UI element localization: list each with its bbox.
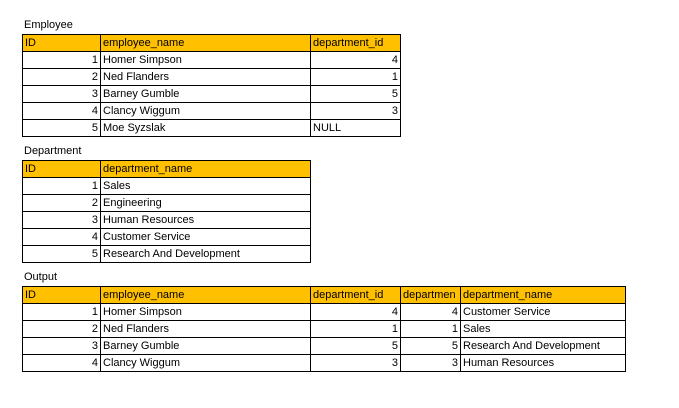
table-cell[interactable]: 5: [23, 246, 101, 263]
table-cell[interactable]: Clancy Wiggum: [101, 103, 311, 120]
table-cell[interactable]: 4: [311, 304, 401, 321]
table-cell[interactable]: Clancy Wiggum: [101, 355, 311, 372]
table-cell[interactable]: Barney Gumble: [101, 338, 311, 355]
table-cell[interactable]: 5: [401, 338, 461, 355]
table-cell[interactable]: Ned Flanders: [101, 69, 311, 86]
table-header-row: [23, 161, 311, 178]
table-row: [23, 246, 311, 263]
table-cell[interactable]: 5: [311, 86, 401, 103]
header-cell[interactable]: ID: [23, 287, 101, 304]
table-cell[interactable]: Homer Simpson: [101, 52, 311, 69]
table-cell[interactable]: 4: [23, 103, 101, 120]
output-table-title: Output: [24, 271, 58, 283]
table-row: [23, 229, 311, 246]
table-cell[interactable]: Barney Gumble: [101, 86, 311, 103]
header-cell[interactable]: ID: [23, 161, 101, 178]
table-cell[interactable]: 3: [23, 212, 101, 229]
table-cell[interactable]: Customer Service: [101, 229, 311, 246]
table-row: [23, 304, 626, 321]
table-cell[interactable]: 3: [401, 355, 461, 372]
table-cell[interactable]: 4: [311, 52, 401, 69]
table-cell[interactable]: 1: [23, 178, 101, 195]
table-cell[interactable]: Ned Flanders: [101, 321, 311, 338]
header-cell[interactable]: department_id: [311, 35, 401, 52]
table-cell[interactable]: Homer Simpson: [101, 304, 311, 321]
table-cell[interactable]: 1: [23, 52, 101, 69]
table-cell[interactable]: Sales: [101, 178, 311, 195]
header-cell[interactable]: department_name: [101, 161, 311, 178]
table-cell[interactable]: Customer Service: [461, 304, 626, 321]
table-header-row: [23, 35, 401, 52]
table-cell[interactable]: Human Resources: [101, 212, 311, 229]
table-cell[interactable]: Human Resources: [461, 355, 626, 372]
table-cell[interactable]: Sales: [461, 321, 626, 338]
table-cell[interactable]: Engineering: [101, 195, 311, 212]
table-cell[interactable]: 1: [311, 69, 401, 86]
table-row: [23, 86, 401, 103]
table-cell[interactable]: 5: [23, 120, 101, 137]
header-cell[interactable]: employee_name: [101, 287, 311, 304]
table-row: [23, 195, 311, 212]
table-cell[interactable]: 3: [23, 86, 101, 103]
table-cell[interactable]: Research And Development: [101, 246, 311, 263]
table-row: [23, 178, 311, 195]
table-cell[interactable]: 3: [23, 338, 101, 355]
output-table: [22, 286, 626, 372]
table-cell[interactable]: 1: [23, 304, 101, 321]
table-cell[interactable]: Moe Syzslak: [101, 120, 311, 137]
employee-table-title: Employee: [24, 19, 73, 31]
table-cell[interactable]: 1: [401, 321, 461, 338]
table-cell[interactable]: NULL: [311, 120, 401, 137]
table-row: [23, 103, 401, 120]
header-cell[interactable]: department_name: [461, 287, 626, 304]
table-cell[interactable]: 4: [23, 229, 101, 246]
table-cell[interactable]: Research And Development: [461, 338, 626, 355]
department-table-title: Department: [24, 145, 82, 157]
table-header-row: [23, 287, 626, 304]
table-row: [23, 120, 401, 137]
table-row: [23, 52, 401, 69]
table-cell[interactable]: 3: [311, 103, 401, 120]
table-cell[interactable]: 4: [401, 304, 461, 321]
table-row: [23, 338, 626, 355]
table-cell[interactable]: 2: [23, 69, 101, 86]
table-cell[interactable]: 3: [311, 355, 401, 372]
table-row: [23, 212, 311, 229]
header-cell[interactable]: department_id: [311, 287, 401, 304]
table-row: [23, 355, 626, 372]
employee-table: [22, 34, 401, 137]
table-row: [23, 321, 626, 338]
table-cell[interactable]: 2: [23, 195, 101, 212]
table-cell[interactable]: 2: [23, 321, 101, 338]
table-cell[interactable]: 5: [311, 338, 401, 355]
table-cell[interactable]: 4: [23, 355, 101, 372]
department-table: [22, 160, 311, 263]
table-cell[interactable]: 1: [311, 321, 401, 338]
header-cell[interactable]: ID: [23, 35, 101, 52]
table-row: [23, 69, 401, 86]
header-cell[interactable]: departmen: [401, 287, 461, 304]
header-cell[interactable]: employee_name: [101, 35, 311, 52]
